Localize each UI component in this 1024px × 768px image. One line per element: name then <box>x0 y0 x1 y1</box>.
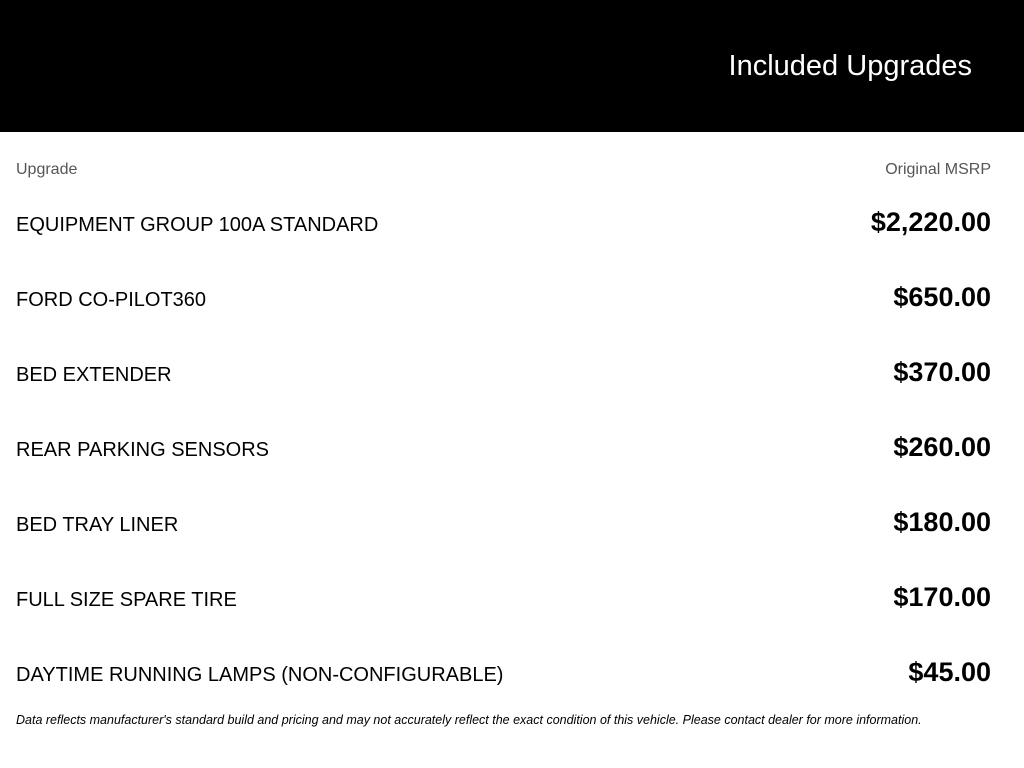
upgrade-row <box>16 560 991 635</box>
upgrade-price: $260.00 <box>893 432 991 462</box>
upgrade-row <box>16 485 991 560</box>
upgrade-name: BED EXTENDER <box>16 364 172 386</box>
upgrade-price: $170.00 <box>893 582 991 612</box>
upgrade-name: FORD CO-PILOT360 <box>16 289 207 311</box>
upgrade-name: FULL SIZE SPARE TIRE <box>16 589 237 611</box>
upgrade-price: $180.00 <box>893 507 991 537</box>
upgrade-row <box>16 335 991 410</box>
upgrade-name: REAR PARKING SENSORS <box>16 439 270 461</box>
upgrade-row <box>16 185 991 260</box>
page-title: Included Upgrades <box>728 50 972 82</box>
upgrade-name: EQUIPMENT GROUP 100A STANDARD <box>16 214 379 236</box>
table-column-headers <box>16 160 991 180</box>
upgrade-price: $45.00 <box>908 657 991 687</box>
column-header-upgrade: Upgrade <box>16 161 78 178</box>
upgrade-row <box>16 410 991 485</box>
upgrade-row <box>16 260 991 335</box>
upgrades-list <box>16 185 991 710</box>
upgrade-price: $650.00 <box>893 282 991 312</box>
upgrade-price: $2,220.00 <box>870 207 991 237</box>
disclaimer-text: Data reflects manufacturer's standard build and pricing and may not accurately reflect the exact condition of this vehicle. Please contact dealer for more information. <box>16 713 922 727</box>
page-header <box>0 0 1024 132</box>
upgrade-name: BED TRAY LINER <box>16 514 179 536</box>
upgrade-row <box>16 635 991 710</box>
upgrade-name: DAYTIME RUNNING LAMPS (NON-CONFIGURABLE) <box>16 664 504 686</box>
upgrade-price: $370.00 <box>893 357 991 387</box>
column-header-original-msrp: Original MSRP <box>885 161 991 178</box>
